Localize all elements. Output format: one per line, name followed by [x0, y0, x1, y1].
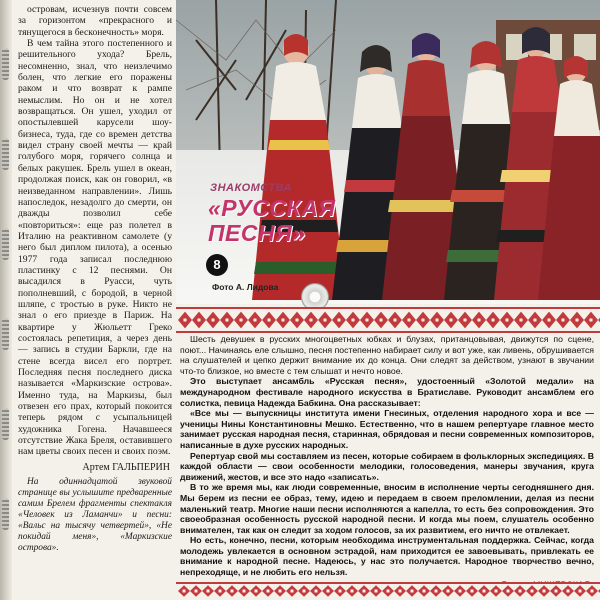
ornament-motif-center [408, 319, 411, 322]
ornament-motif-center [531, 590, 534, 593]
ornament-motif-center [267, 590, 270, 593]
ornament-motif-center [579, 590, 582, 593]
ornament-band-bottom [176, 582, 600, 600]
binding-hole [2, 138, 9, 170]
ornament-motif-center [399, 590, 402, 593]
ornament-motif-center [562, 319, 565, 322]
ornament-motif-center [243, 590, 246, 593]
ornament-motif-center [519, 590, 522, 593]
ornament-motif-center [207, 590, 210, 593]
ornament-motif-center [212, 319, 215, 322]
ornament-motif-center [507, 590, 510, 593]
binding-hole [2, 228, 9, 260]
ornament-motif-center [380, 319, 383, 322]
ornament-motif-center [543, 590, 546, 593]
binding-hole [2, 48, 9, 80]
ornament-motif-center [423, 590, 426, 593]
sound-page-number-badge: 8 [206, 254, 228, 276]
ornament-motif-center [459, 590, 462, 593]
ornament-motif-center [394, 319, 397, 322]
ornament-motif-center [351, 590, 354, 593]
ornament-band-top [176, 307, 600, 333]
ornament-motif-center [492, 319, 495, 322]
headline-line-2: ПЕСНЯ» [208, 220, 306, 246]
ornament-motif-center [310, 319, 313, 322]
ornament-motif-center [254, 319, 257, 322]
article-paragraph: Но есть, конечно, песни, которым необходима инструментальная поддержка. Сейчас, когда молодежь увлекается в основном эстрадой, нам приходится ее завоевывать, привлекать ее внимание к народной песне. Надеюсь, у нас это получается. Народное творчество вечно, непреходяще, и не любить его нельзя. [180, 535, 594, 578]
ornament-motif-center [352, 319, 355, 322]
ornament-motif-center [219, 590, 222, 593]
ornament-motif-center [183, 590, 186, 593]
binding-hole [2, 408, 9, 440]
ornament-motif-center [447, 590, 450, 593]
ornament-motif-center [240, 319, 243, 322]
ornament-motif-center [375, 590, 378, 593]
ornament-motif-center [363, 590, 366, 593]
rubric-label: ЗНАКОМСТВА [210, 182, 293, 194]
ornament-motif-center [291, 590, 294, 593]
ornament-motif-center [198, 319, 201, 322]
ornament-motif-center [534, 319, 537, 322]
ornament-motif-center [520, 319, 523, 322]
ornament-motif-center [590, 319, 593, 322]
ornament-motif-center [464, 319, 467, 322]
ornament-motif-center [324, 319, 327, 322]
photo-credit: Фото А. Лидова [212, 282, 279, 292]
left-text-column [18, 4, 172, 596]
recording-note: На одиннадцатой звуковой странице вы услышите предваренные самим Брелем фрагменты спектакля «Человек из Ламанчи» и песни: «Вальс на тысячу четвертей», «Не покидай меня», «Маркизские острова». [18, 477, 172, 554]
ornament-motif-center [184, 319, 187, 322]
article-body [180, 334, 594, 584]
ornament-motif-center [495, 590, 498, 593]
ornament-motif-center [591, 590, 594, 593]
left-paragraph: В чем тайна этого постепенного и решительного ухода? Брель, несомненно, знал, что неизлечимо болен, что легкие его поражены раком и что возврат к рампе немыслим. Но он и не хотел возвращаться. Он ушел, уходил от опостылевшей карусели шоу-бизнеса, туда, где со времен детства видел страну своей мечты — край голубого моря, горячего солнца и белых ракушек. Брель ушел в океан, продолжая поиск, как он говорил, «в неизведанном направлении». Лишь напоследок, незадолго до смерти, он дважды позволил себе «повториться»: еще раз полетел в Италию на реактивном самолете (у него был диплом пилота), а осенью 1977 года записал последнюю пластинку с 12 песнями. Он высадился в Руасси, чуть пополневший, с бородой, в черной шляпе, с тростью в руке. Никто не знал о его приезде в Париж. На квартире у Жюльетт Греко состоялась репетиция, а через день — запись в студии Баркли, где на стене всегда висел его портрет. Последняя песня последнего диска называется «Маркизские острова». Именно туда, на Маркизы, был отвезен его прах, который покоится теперь рядом с усыпальницей художника Гогена. Начавшееся отсутствие Жака Бреля, оставившего нам цветы своих песен и своих поэм. [18, 38, 172, 458]
ornament-motif-center [478, 319, 481, 322]
ornament-motif-center [268, 319, 271, 322]
ornament-motif-center [387, 590, 390, 593]
ornament-motif-center [450, 319, 453, 322]
ornament-motif-center [483, 590, 486, 593]
ornament-motif-center [436, 319, 439, 322]
ornament-motif-center [435, 590, 438, 593]
ornament-motif-center [296, 319, 299, 322]
ornament-motif-center [255, 590, 258, 593]
ornament-motif-center [366, 319, 369, 322]
ornament-motif-center [195, 590, 198, 593]
ornament-motif-center [506, 319, 509, 322]
ornament-motif-center [567, 590, 570, 593]
photo-illustration [176, 0, 600, 304]
ornament-motif-center [576, 319, 579, 322]
ornament-motif-center [339, 590, 342, 593]
ornament-motif-center [282, 319, 285, 322]
binding-hole [2, 318, 9, 350]
article-paragraph: В то же время мы, как люди современные, вносим в исполнение черты сегодняшнего дня. Мы берем из песни ее образ, тему, идею и передаем в своем преломлении, делая из песни маленький театр. Многие наши песни исполняются а капелла, то есть без сопровождения. Это своеобразная особенность русской народной песни. И когда мы поем, слушатель особенно внимателен, так как он следит за ходом голосов, за их развитием, его ничто не отвлекает. [180, 482, 594, 535]
ornament-motif-center [411, 590, 414, 593]
ornament-motif-center [279, 590, 282, 593]
ornament-motif-center [338, 319, 341, 322]
ornament-motif-center [315, 590, 318, 593]
ornament-motif-center [303, 590, 306, 593]
ornament-motif-center [226, 319, 229, 322]
ornament-motif-center [548, 319, 551, 322]
left-author: Артем ГАЛЬПЕРИН [82, 461, 170, 473]
ornament-motif-center [327, 590, 330, 593]
article-paragraph: Репертуар свой мы составляем из песен, которые собираем в фольклорных экспедициях. В каждой области — свои особенности мелодики, голосоведения, манеры звучания, круга движений, жестов, и все это надо «записать». [180, 450, 594, 482]
article-paragraph: Шесть девушек в русских многоцветных юбках и блузах, пританцовывая, движутся по сцене, поют... Начинаясь еле слышно, песня постепенно набирает силу и вот уже, как ливень, обрушивается на слушателей и цепко держит внимание их до конца. Они следят за действом, узнают в звучании что-то близкое, но вместе с тем слышат и нечто новое. [180, 334, 594, 376]
binding-hole [2, 498, 9, 530]
ornament-motif-center [555, 590, 558, 593]
article-paragraph: «Все мы — выпускницы института имени Гнесиных, отделения народного хора и все — ученицы Нины Константиновны Мешко. Естественно, что в нашем репертуаре главное место занимает русская народная песня, старинная, обрядовая и песни современных композиторов, написанные в духе русских народных. [180, 408, 594, 450]
ornament-motif-center [231, 590, 234, 593]
article-paragraph: Это выступает ансамбль «Русская песня», удостоенный «Золотой медали» на международном фестивале народного искусства в Братиславе. Руководит ансамблем его солистка, певица Надежда Бабкина. Она рассказывает: [180, 376, 594, 408]
ensemble-photo [176, 0, 600, 304]
left-paragraph: островам, исчезнув почти совсем за горизонтом «прекрасного и тянущегося в бесконечность» моря. [18, 4, 172, 38]
headline-line-1: «РУССКАЯ [208, 195, 336, 221]
ornament-motif-center [422, 319, 425, 322]
binding-strip [0, 0, 12, 600]
ornament-motif-center [471, 590, 474, 593]
